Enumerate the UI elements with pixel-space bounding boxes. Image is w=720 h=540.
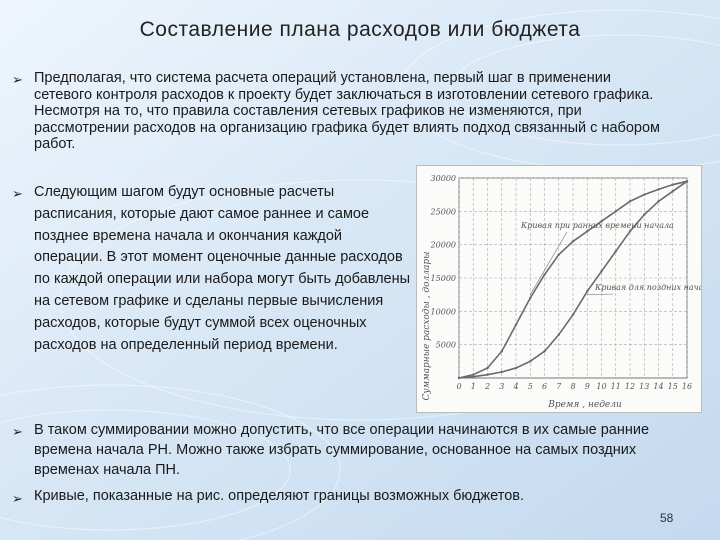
chart-point [615, 250, 617, 252]
chart-point [686, 180, 688, 182]
chart-x-tick-label: 11 [610, 382, 621, 391]
chart-annotation-late: Кривая для поздних начал [595, 283, 701, 292]
chart-x-tick-label: 15 [667, 382, 678, 391]
slide-title: Составление плана расходов или бюджета [139, 18, 581, 41]
chart-y-tick-label: 25000 [430, 207, 456, 217]
chart-point [486, 367, 488, 369]
chart-point [515, 367, 517, 369]
chart-point [657, 200, 659, 202]
chart-point [657, 188, 659, 190]
chart-point [543, 273, 545, 275]
bullet-text: Кривые, показанные на рис. определяют границы возможных бюджетов. [34, 488, 524, 504]
chart-x-tick-label: 5 [527, 382, 533, 391]
chart-x-tick-label: 6 [541, 382, 548, 391]
budget-chart-svg [417, 166, 701, 412]
chart-x-tick-label: 9 [584, 382, 590, 391]
chart-point [501, 350, 503, 352]
chart-point [529, 360, 531, 362]
chart-x-tick-label: 13 [639, 382, 650, 391]
chart-point [515, 323, 517, 325]
chart-x-tick-label: 7 [556, 382, 562, 391]
chart-point [572, 240, 574, 242]
budget-chart [416, 165, 702, 413]
chart-y-tick-label: 5000 [435, 340, 456, 350]
chart-point [672, 183, 674, 185]
chart-annotation-pointer [587, 294, 613, 295]
chart-point [501, 371, 503, 373]
chart-point [643, 193, 645, 195]
chart-point [529, 297, 531, 299]
chart-y-tick-label: 20000 [430, 240, 456, 250]
chart-point [600, 270, 602, 272]
chart-point [572, 313, 574, 315]
chart-point [458, 377, 460, 379]
chart-point [558, 253, 560, 255]
bullet-text: Следующим шагом будут основные расчеты расписания, которые дают самое раннее и самое позднее времена начала и окончания каждой операции. В этот момент оценочные данные расходов по каждой операции или набора могут быть добавлены на сетевом графике и сделаны первые вычисления расходов, которые будут суммой всех оценочных расходов на определенный период времени. [34, 184, 411, 353]
chart-point [629, 230, 631, 232]
chart-point [615, 210, 617, 212]
bullet-arrow-icon: ➢ [12, 424, 23, 439]
chart-x-tick-label: 16 [681, 382, 693, 391]
chart-point [543, 350, 545, 352]
chart-y-tick-label: 10000 [430, 307, 456, 317]
chart-point [486, 373, 488, 375]
chart-annotation-pointer [530, 232, 567, 295]
chart-x-tick-label: 4 [513, 382, 519, 391]
chart-x-axis-label: Время , недели [548, 400, 622, 410]
chart-y-axis-label: Суммарные расходы , доллары [422, 251, 432, 401]
chart-point [629, 200, 631, 202]
chart-x-tick-label: 1 [470, 382, 476, 391]
chart-x-tick-label: 2 [484, 382, 491, 391]
chart-x-tick-label: 12 [624, 382, 636, 391]
chart-x-tick-label: 10 [596, 382, 607, 391]
chart-point [586, 290, 588, 292]
chart-point [472, 375, 474, 377]
chart-y-tick-label: 15000 [430, 274, 456, 283]
chart-point [672, 190, 674, 192]
chart-y-tick-label: 30000 [430, 174, 456, 183]
chart-point [643, 213, 645, 215]
page-number: 58 [660, 511, 674, 525]
bullet-arrow-icon: ➢ [12, 72, 23, 87]
chart-annotation-early: Кривая при ранних времени начала [521, 221, 674, 230]
chart-x-tick-label: 0 [456, 382, 462, 391]
chart-x-tick-label: 14 [653, 382, 664, 391]
chart-x-tick-label: 8 [570, 382, 576, 391]
chart-point [586, 230, 588, 232]
bullet-text: Предполагая, что система расчета операций установлена, первый шаг в применении сетевого контроля расходов к проекту будет заключаться в изготовлении сетевого графика. Несмотря на то, что правила составления сетевых графиков не изменяются, при рассмотрении расходов на организацию графика будет влиять подход связанный с набором работ. [34, 70, 660, 153]
chart-x-tick-label: 3 [499, 382, 505, 391]
chart-point [558, 333, 560, 335]
bullet-arrow-icon: ➢ [12, 186, 23, 201]
bullet-text: В таком суммировании можно допустить, что все операции начинаются в их самые ранние времена начала РН. Можно также избрать суммирование, основанное на самых поздних временах начала ПН. [34, 422, 650, 478]
bullet-arrow-icon: ➢ [12, 491, 23, 506]
